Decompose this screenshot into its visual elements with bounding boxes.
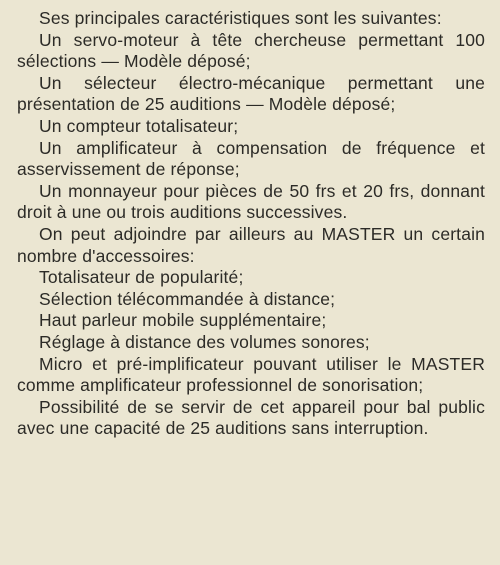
paragraph-haut-parleur: Haut parleur mobile supplémentaire; [39, 310, 327, 331]
paragraph-compteur: Un compteur totalisateur; [39, 115, 239, 136]
paragraph-monnayeur: Un monnayeur pour pièces de 50 frs et 20 frs, donnant droit à une ou trois auditions successives. [17, 180, 485, 223]
paragraph-intro: Ses principales caractéristiques sont les suivantes: [39, 8, 442, 28]
paragraph-bal-public: Possibilité de se servir de cet appareil pour bal public avec une capacité de 25 auditions sans interruption. [17, 396, 485, 439]
paragraph-amplificateur: Un amplificateur à compensation de fréquence et asservissement de réponse; [17, 137, 485, 180]
paragraph-selecteur: Un sélecteur électro-mécanique permettant une présentation de 25 auditions — Modèle déposé; [17, 72, 485, 115]
paragraph-totalisateur-popularite: Totalisateur de popularité; [39, 267, 244, 288]
article-text [17, 8, 485, 440]
paragraph-accessoires-intro: On peut adjoindre par ailleurs au MASTER un certain nombre d'accessoires: [17, 223, 485, 266]
paragraph-reglage-distance: Réglage à distance des volumes sonores; [39, 331, 370, 352]
paragraph-selection-telecommandee: Sélection télécommandée à distance; [39, 288, 336, 309]
paragraph-micro: Micro et pré-implificateur pouvant utiliser le MASTER comme amplificateur professionnel de sonorisation; [17, 353, 485, 396]
paragraph-servo-moteur: Un servo-moteur à tête chercheuse permettant 100 sélections — Modèle déposé; [17, 29, 485, 72]
